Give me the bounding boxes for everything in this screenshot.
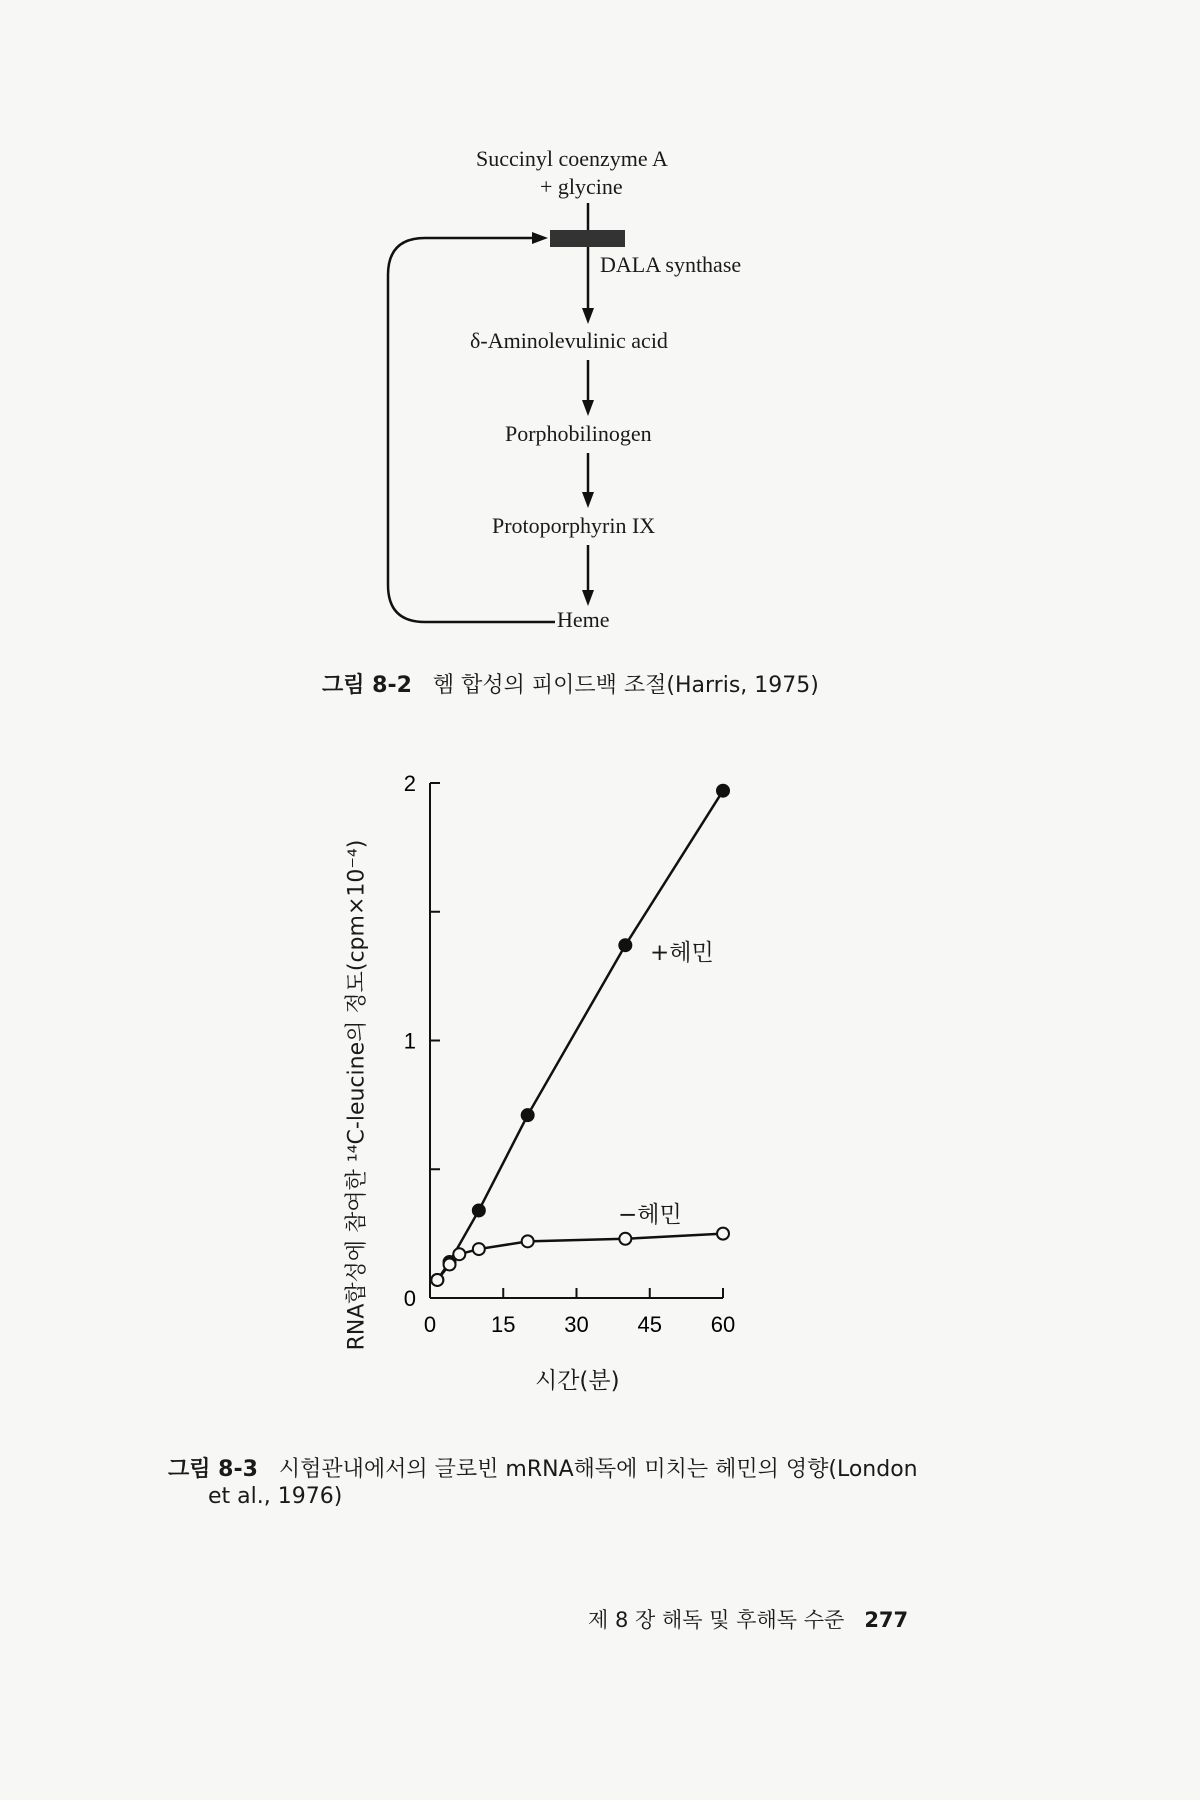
y-axis-label: RNA합성에 참여한 ¹⁴C-leucine의 정도(cpm×10⁻⁴) [344,839,370,1351]
figure-8-3-caption [168,1452,918,1483]
caption-text: 헴 합성의 피이드백 조절(Harris, 1975) [432,673,819,698]
open-data-point [717,1228,729,1240]
step1-label: δ-Aminolevulinic acid [470,328,668,353]
caption-line-1: 시험관내에서의 글로빈 mRNA해독에 미치는 헤민의 영향(London [278,1457,918,1482]
chapter-title: 제 8 장 해독 및 후해독 수준 [588,1608,845,1632]
filled-data-point [619,939,631,951]
step3-label: Protoporphyrin IX [492,513,656,538]
product-label: Heme [557,607,610,632]
series-label-minus-heme: −헤민 [618,1202,682,1228]
open-data-point [453,1248,465,1260]
open-data-point [473,1243,485,1255]
series-line-minus-heme [437,1234,723,1280]
running-footer [588,1604,908,1634]
x-tick-label: 15 [491,1312,516,1337]
page-number: 277 [864,1608,909,1632]
x-tick-label: 0 [423,1312,437,1337]
caption-label: 그림 8-2 [322,673,412,698]
figure-8-2-caption [322,668,819,699]
x-tick-label: 30 [564,1312,589,1337]
feedback-arrowhead [532,232,548,244]
enzyme-block [550,230,625,247]
x-tick-label: 45 [637,1312,662,1337]
filled-data-point [473,1204,485,1216]
x-axis-label: 시간(분) [535,1368,620,1394]
enzyme-label: DALA synthase [600,252,742,277]
filled-data-point [522,1109,534,1121]
open-data-point [431,1274,443,1286]
open-data-point [522,1235,534,1247]
chart-svg [0,740,1200,1400]
substrate-label-1: Succinyl coenzyme A [476,146,668,171]
open-data-point [619,1233,631,1245]
series-label-plus-heme: +헤민 [650,940,714,966]
filled-data-point [717,785,729,797]
y-tick-label: 1 [403,1028,416,1054]
open-data-point [444,1259,456,1271]
x-tick-label: 60 [710,1312,736,1337]
step2-label: Porphobilinogen [505,421,652,446]
chart-points [431,785,729,1286]
caption-label: 그림 8-3 [168,1457,258,1482]
y-tick-label: 2 [403,771,416,796]
substrate-label-2: + glycine [540,174,623,199]
figure-8-3-caption-line-2: et al., 1976) [208,1484,343,1509]
y-tick-label: 0 [403,1286,416,1311]
